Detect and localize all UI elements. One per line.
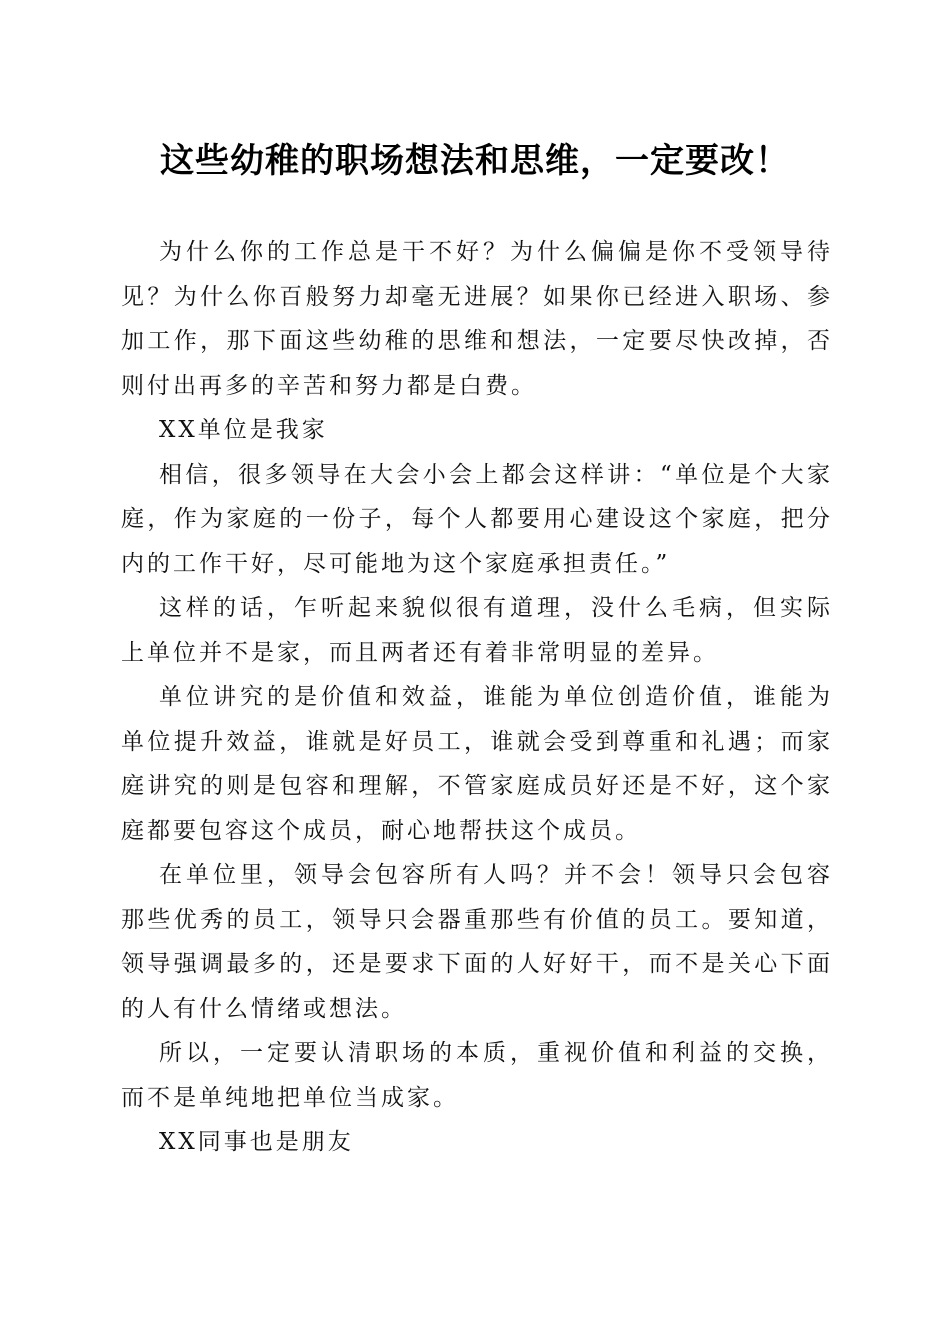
intro-paragraph: 为什么你的工作总是干不好？为什么偏偏是你不受领导待见？为什么你百般努力却毫无进展？如果你已经进入职场、参加工作，那下面这些幼稚的思维和想法，一定要尽快改掉，否则付出再多的辛苦和努力都是白费。 (121, 239, 833, 399)
document-body (121, 230, 833, 1165)
body-paragraph: 相信，很多领导在大会小会上都会这样讲：“单位是个大家庭，作为家庭的一份子，每个人都要用心建设这个家庭，把分内的工作干好，尽可能地为这个家庭承担责任。” (121, 461, 833, 577)
section-heading-colleagues-friends: XX同事也是朋友 (159, 1129, 354, 1155)
section-heading-workplace-home: XX单位是我家 (159, 417, 328, 443)
body-paragraph: 在单位里，领导会包容所有人吗？并不会！领导只会包容那些优秀的员工，领导只会器重那些有价值的员工。要知道，领导强调最多的，还是要求下面的人好好干，而不是关心下面的人有什么情绪或想法。 (121, 862, 833, 1022)
body-paragraph: 单位讲究的是价值和效益，谁能为单位创造价值，谁能为单位提升效益，谁就是好员工，谁就会受到尊重和礼遇；而家庭讲究的则是包容和理解，不管家庭成员好还是不好，这个家庭都要包容这个成员，耐心地帮扶这个成员。 (121, 684, 833, 844)
body-paragraph: 这样的话，乍听起来貌似很有道理，没什么毛病，但实际上单位并不是家，而且两者还有着非常明显的差异。 (121, 595, 833, 666)
body-paragraph: 所以，一定要认清职场的本质，重视价值和利益的交换，而不是单纯地把单位当成家。 (121, 1040, 833, 1111)
document-title: 这些幼稚的职场想法和思维，一定要改！ (160, 141, 790, 181)
